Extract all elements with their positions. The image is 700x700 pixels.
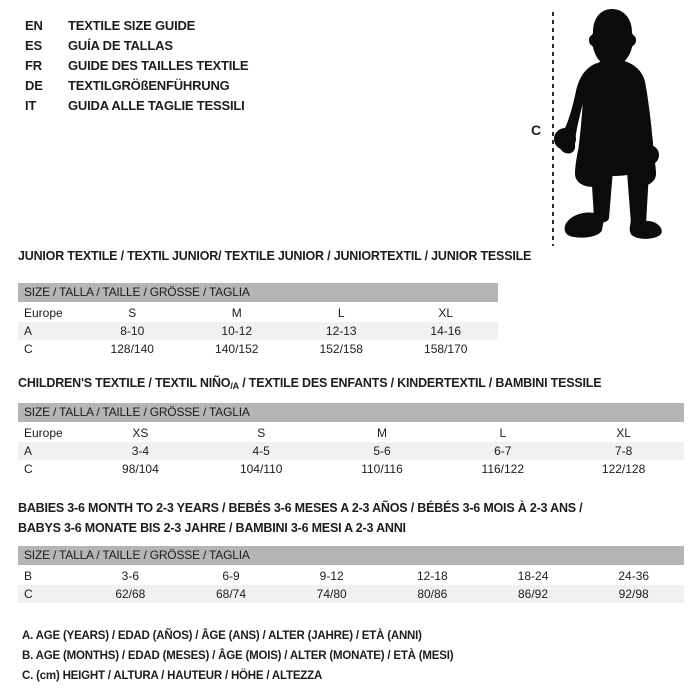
- babies-title-line1: BABIES 3-6 MONTH TO 2-3 YEARS / BEBÉS 3-6 MESES A 2-3 AÑOS / BÉBÉS 3-6 MOIS À 2-3 ANS /: [18, 501, 583, 515]
- footnotes: [22, 626, 453, 686]
- size-cell: 9-12: [319, 569, 344, 583]
- language-title: GUIDA ALLE TAGLIE TESSILI: [68, 98, 245, 113]
- size-cell: 5-6: [373, 444, 391, 458]
- size-cell: L: [499, 426, 507, 440]
- size-cell: XL: [616, 426, 631, 440]
- children-title-subscript: /A: [230, 381, 239, 391]
- size-cell: 3-6: [121, 569, 139, 583]
- size-cell: M: [231, 306, 242, 320]
- size-cell: 116/122: [481, 462, 525, 476]
- size-header-band: SIZE / TALLA / TAILLE / GRÖSSE / TAGLIA: [18, 546, 684, 565]
- toddler-silhouette-image: [545, 8, 675, 248]
- footnote-b: B. AGE (MONTHS) / EDAD (MESES) / ÂGE (MOIS) / ALTER (MONATE) / ETÀ (MESI): [22, 650, 454, 662]
- children-title-prefix: CHILDREN'S TEXTILE / TEXTIL NIÑO: [18, 376, 231, 390]
- table-row: [18, 340, 498, 358]
- language-title: GUÍA DE TALLAS: [68, 38, 173, 53]
- row-label: C: [24, 462, 33, 476]
- size-cell: 152/158: [319, 342, 363, 356]
- babies-title-line2: BABYS 3-6 MONATE BIS 2-3 JAHRE / BAMBINI 3-6 MESI A 2-3 ANNI: [18, 521, 406, 535]
- size-cell: 7-8: [614, 444, 633, 458]
- size-cell: 14-16: [430, 324, 462, 338]
- size-cell: L: [337, 306, 345, 320]
- size-cell: 158/170: [424, 342, 468, 356]
- children-title-suffix: / TEXTILE DES ENFANTS / KINDERTEXTIL / BAMBINI TESSILE: [238, 376, 602, 390]
- junior-table-title: JUNIOR TEXTILE / TEXTIL JUNIOR/ TEXTILE JUNIOR / JUNIORTEXTIL / JUNIOR TESSILE: [18, 249, 532, 263]
- children-table-title: [18, 376, 601, 391]
- babies-size-table: [18, 546, 684, 603]
- size-cell: 18-24: [517, 569, 549, 583]
- size-cell: 110/116: [361, 462, 403, 476]
- language-title: TEXTILGRÖßENFÜHRUNG: [68, 78, 230, 93]
- toddler-silhouette: [554, 9, 662, 239]
- size-cell: 74/80: [316, 587, 347, 601]
- language-title: TEXTILE SIZE GUIDE: [68, 18, 196, 33]
- size-cell: 80/86: [417, 587, 448, 601]
- table-row: [18, 424, 684, 442]
- table-row: [18, 442, 684, 460]
- size-cell: S: [128, 306, 137, 320]
- language-code: EN: [25, 18, 43, 33]
- size-cell: 12-13: [325, 324, 357, 338]
- size-cell: 8-10: [120, 324, 145, 338]
- row-label: B: [24, 569, 33, 583]
- table-row: [18, 585, 684, 603]
- children-size-table: [18, 403, 684, 478]
- babies-table-title: [18, 498, 582, 538]
- size-cell: 3-4: [131, 444, 150, 458]
- table-row: [18, 322, 498, 340]
- size-header-band: SIZE / TALLA / TAILLE / GRÖSSE / TAGLIA: [18, 403, 684, 422]
- language-row: [25, 16, 248, 36]
- size-cell: M: [376, 426, 387, 440]
- row-label: C: [24, 342, 33, 356]
- junior-size-table: [18, 283, 498, 358]
- height-measure-label: C: [531, 122, 542, 138]
- size-cell: 92/98: [618, 587, 649, 601]
- size-cell: XS: [132, 426, 149, 440]
- size-cell: 6-9: [222, 569, 240, 583]
- size-cell: 98/104: [122, 462, 159, 476]
- language-code: ES: [25, 38, 42, 53]
- size-cell: 104/110: [239, 462, 283, 476]
- size-cell: 122/128: [601, 462, 646, 476]
- language-code: FR: [25, 58, 42, 73]
- language-row: [25, 56, 248, 76]
- size-cell: 68/74: [215, 587, 247, 601]
- size-cell: 140/152: [215, 342, 259, 356]
- size-cell: 10-12: [221, 324, 253, 338]
- row-label: Europe: [24, 306, 63, 320]
- table-row: [18, 304, 498, 322]
- row-label: A: [24, 324, 33, 338]
- language-list: [25, 16, 248, 116]
- footnote-a: A. AGE (YEARS) / EDAD (AÑOS) / ÂGE (ANS) / ALTER (JAHRE) / ETÀ (ANNI): [22, 630, 422, 642]
- table-row: [18, 460, 684, 478]
- size-cell: 6-7: [494, 444, 512, 458]
- size-cell: S: [257, 426, 266, 440]
- size-cell: 128/140: [110, 342, 154, 356]
- size-cell: 86/92: [518, 587, 549, 601]
- language-row: [25, 96, 248, 116]
- size-cell: 4-5: [252, 444, 270, 458]
- language-row: [25, 76, 248, 96]
- language-title: GUIDE DES TAILLES TEXTILE: [68, 58, 249, 73]
- size-cell: 62/68: [115, 587, 146, 601]
- table-row: [18, 567, 684, 585]
- footnote-c: C. (cm) HEIGHT / ALTURA / HAUTEUR / HÖHE / ALTEZZA: [22, 670, 323, 682]
- row-label: A: [24, 444, 33, 458]
- row-label: C: [24, 587, 33, 601]
- size-cell: 12-18: [417, 569, 448, 583]
- size-header-band: SIZE / TALLA / TAILLE / GRÖSSE / TAGLIA: [18, 283, 498, 302]
- size-cell: XL: [438, 306, 454, 320]
- language-row: [25, 36, 248, 56]
- language-code: IT: [25, 98, 37, 113]
- size-cell: 24-36: [618, 569, 650, 583]
- language-code: DE: [25, 78, 43, 93]
- row-label: Europe: [24, 426, 63, 440]
